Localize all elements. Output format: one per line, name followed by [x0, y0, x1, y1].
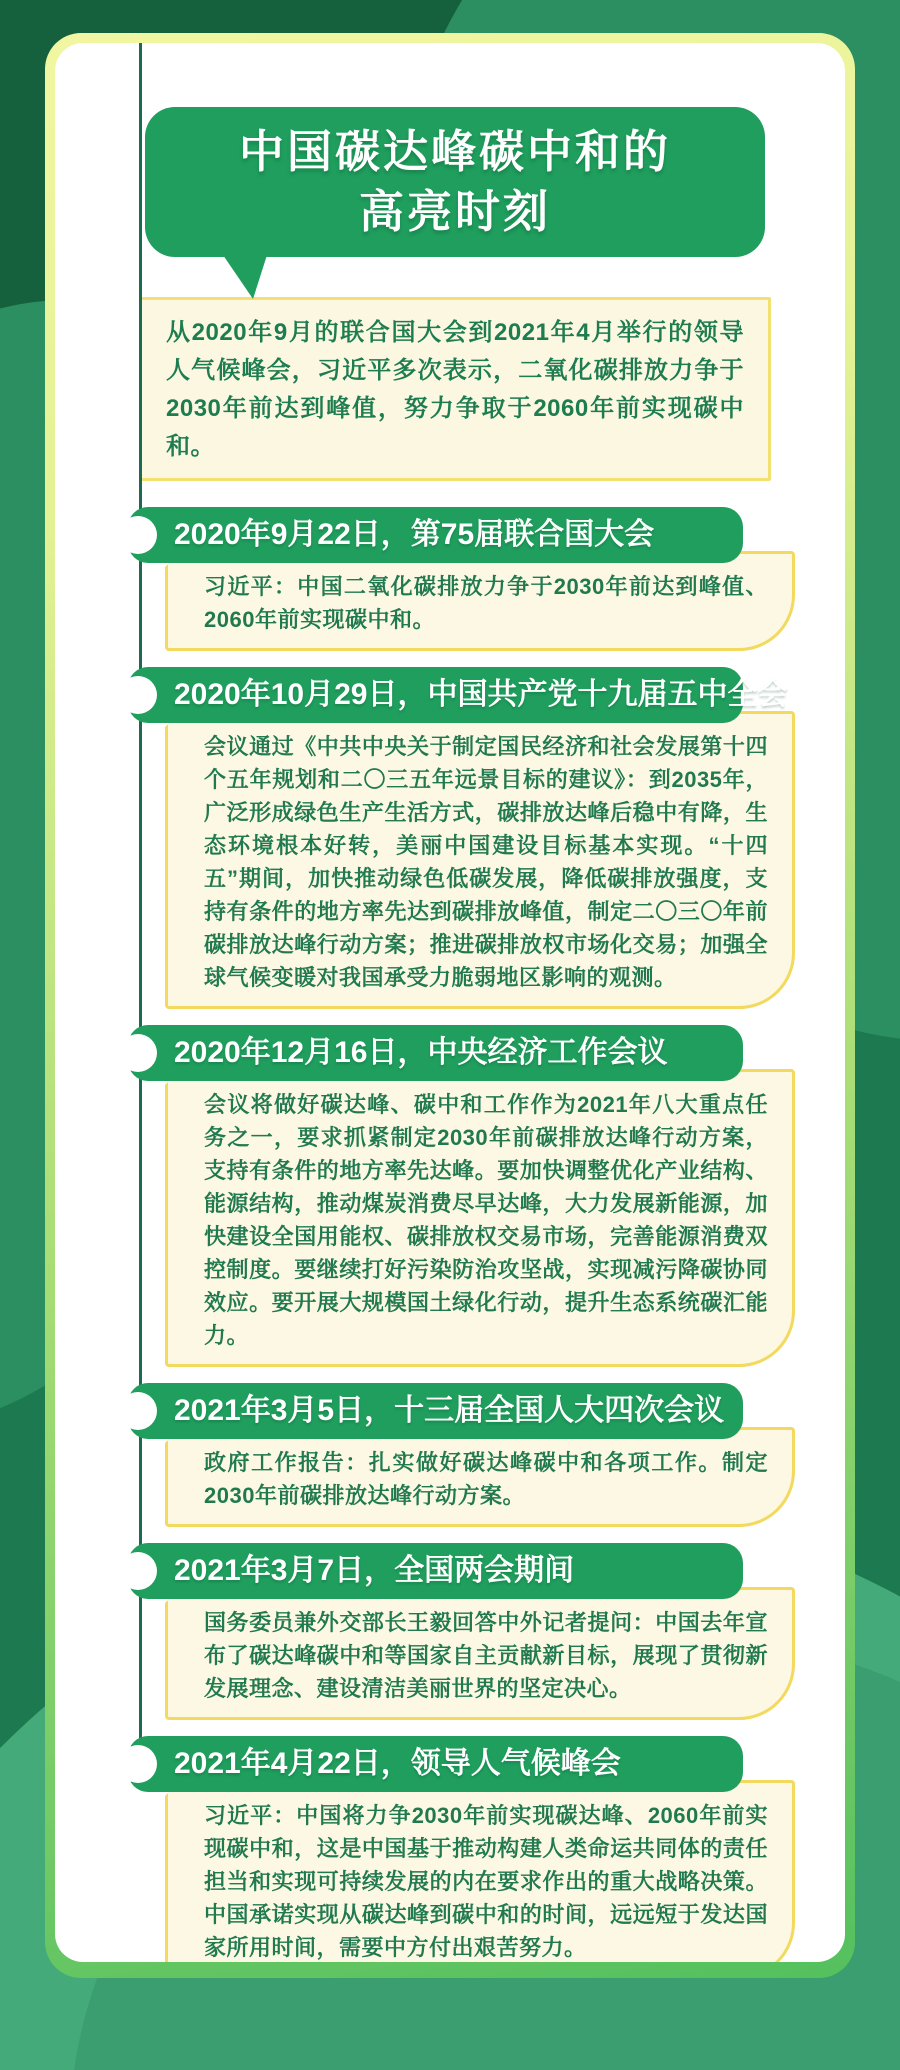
section-content-box: [165, 551, 795, 651]
section-date-title: 2021年3月5日，十三届全国人大四次会议: [174, 1394, 725, 1427]
timeline-node-dot: [119, 1552, 157, 1590]
section-content-text: 习近平：中国二氧化碳排放力争于2030年前达到峰值、2060年前实现碳中和。: [204, 574, 768, 632]
timeline-line: [139, 43, 142, 1757]
section-header-bar: [128, 507, 743, 563]
intro-text: 从2020年9月的联合国大会到2021年4月举行的领导人气候峰会，习近平多次表示，二氧化碳排放力争于2030年前达到峰值，努力争取于2060年前实现碳中和。: [166, 319, 744, 460]
section-header-bar: [128, 667, 788, 723]
title-bubble: [145, 107, 765, 257]
section-date-title: 2020年9月22日，第75届联合国大会: [174, 518, 655, 551]
section-date-title: 2020年10月29日，中国共产党十九届五中全会: [174, 678, 788, 711]
section-header-bar: [128, 1543, 743, 1599]
poster-card: [55, 43, 845, 1962]
section-header-bar: [128, 1383, 743, 1439]
section-content-box: [165, 1780, 795, 1962]
section-content-box: [165, 711, 795, 1009]
section-header-bar: [128, 1025, 743, 1081]
timeline: [55, 507, 845, 1962]
section-date-title: 2021年3月7日，全国两会期间: [174, 1554, 575, 1587]
timeline-node-dot: [119, 1392, 157, 1430]
section-content-text: 政府工作报告：扎实做好碳达峰碳中和各项工作。制定2030年前碳排放达峰行动方案。: [204, 1450, 768, 1508]
timeline-node-dot: [119, 1034, 157, 1072]
section-date-title: 2021年4月22日，领导人气候峰会: [174, 1747, 621, 1780]
timeline-node-dot: [119, 1745, 157, 1783]
section-content-text: 习近平：中国将力争2030年前实现碳达峰、2060年前实现碳中和，这是中国基于推动构建人类命运共同体的责任担当和实现可持续发展的内在要求作出的重大战略决策。中国承诺实现从碳达峰到碳中和的时间，远远短于发达国家所用时间，需要中方付出艰苦努力。: [204, 1803, 768, 1960]
section-content-text: 国务委员兼外交部长王毅回答中外记者提问：中国去年宣布了碳达峰碳中和等国家自主贡献新目标，展现了贯彻新发展理念、建设清洁美丽世界的坚定决心。: [204, 1610, 768, 1701]
section-content-box: [165, 1427, 795, 1527]
section-content-text: 会议通过《中共中央关于制定国民经济和社会发展第十四个五年规划和二〇三五年远景目标的建议》：到2035年，广泛形成绿色生产生活方式，碳排放达峰后稳中有降，生态环境根本好转，美丽中国建设目标基本实现。“十四五”期间，加快推动绿色低碳发展，降低碳排放强度，支持有条件的地方率先达到碳排放峰值，制定二〇三〇年前碳排放达峰行动方案；推进碳排放权市场化交易；加强全球气候变暖对我国承受力脆弱地区影响的观测。: [204, 734, 768, 990]
timeline-node-dot: [119, 516, 157, 554]
timeline-node-dot: [119, 676, 157, 714]
section-content-box: [165, 1587, 795, 1720]
page-title-line-2: 高亮时刻: [358, 186, 551, 237]
poster-card-border: [45, 33, 855, 1978]
section-content-box: [165, 1069, 795, 1367]
section-content-text: 会议将做好碳达峰、碳中和工作作为2021年八大重点任务之一，要求抓紧制定2030年前碳排放达峰行动方案，支持有条件的地方率先达峰。要加快调整优化产业结构、能源结构，推动煤炭消费尽早达峰，大力发展新能源，加快建设全国用能权、碳排放权交易市场，完善能源消费双控制度。要继续打好污染防治攻坚战，实现减污降碳协同效应。要开展大规模国土绿化行动，提升生态系统碳汇能力。: [204, 1092, 768, 1348]
intro-box: [139, 297, 771, 481]
page-title-line-1: 中国碳达峰碳中和的: [238, 126, 671, 177]
bubble-tail: [223, 255, 267, 299]
section-header-bar: [128, 1736, 743, 1792]
section-date-title: 2020年12月16日，中央经济工作会议: [174, 1036, 668, 1069]
